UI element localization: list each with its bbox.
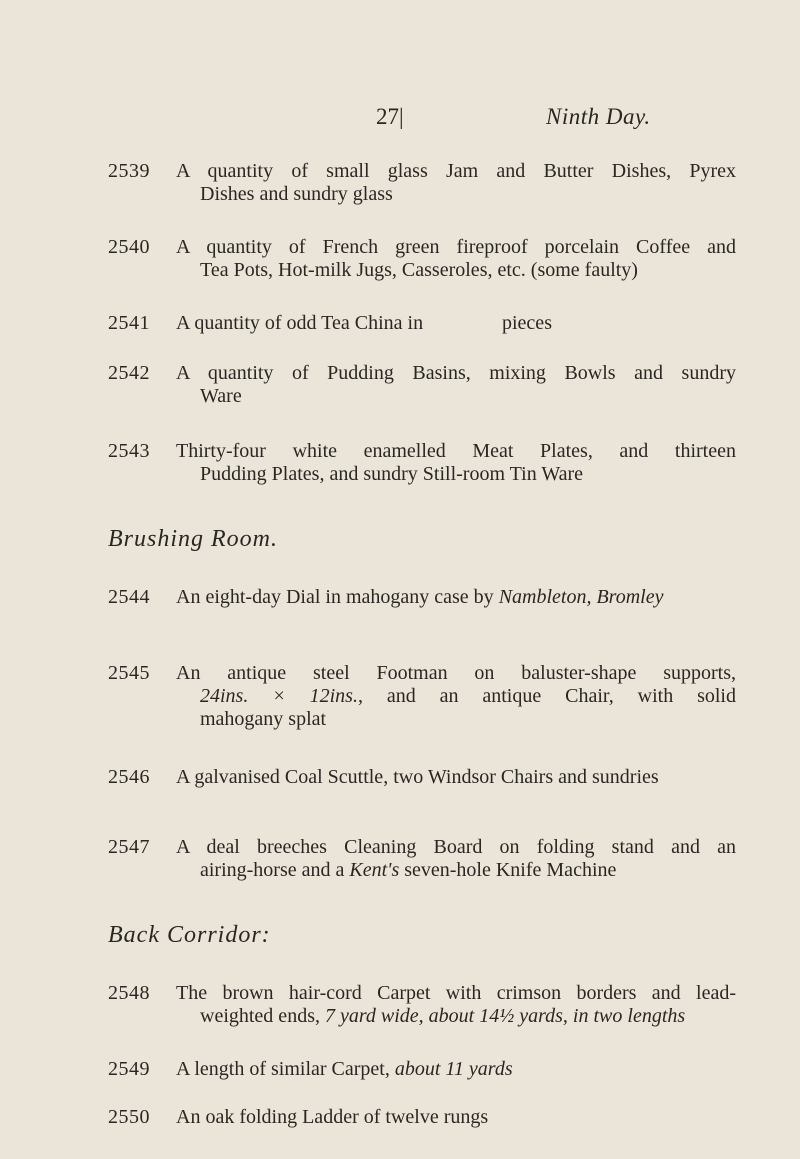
lot-number: 2549 <box>108 1058 150 1080</box>
lot-description-line: The brown hair-cord Carpet with crimson borders and lead- <box>176 982 736 1004</box>
lot-description-text: , and an antique Chair, with solid <box>357 685 736 707</box>
page-number: 27| <box>376 104 404 129</box>
day-title: Ninth Day. <box>546 104 651 129</box>
lot-description-text: seven-hole Knife Machine <box>399 859 617 881</box>
lot-description-text: An eight-day Dial in mahogany case by <box>176 586 499 608</box>
lot-description <box>176 236 736 282</box>
lot-description: A galvanised Coal Scuttle, two Windsor Chairs and sundries <box>176 766 659 788</box>
lot-number: 2544 <box>108 586 150 608</box>
lot-description-line: A quantity of Pudding Basins, mixing Bowls and sundry <box>176 362 736 384</box>
dimensions: 24ins. × 12ins. <box>200 685 358 707</box>
maker-name: Nambleton, Bromley <box>498 586 664 608</box>
lot-description: An oak folding Ladder of twelve rungs <box>176 1106 489 1128</box>
lot-number: 2543 <box>108 440 150 462</box>
lot-number: 2550 <box>108 1106 150 1128</box>
lot-description: A quantity of odd Tea China in <box>176 312 424 334</box>
lot-description <box>176 586 663 609</box>
lot-number: 2547 <box>108 836 150 858</box>
lot-number: 2541 <box>108 312 150 334</box>
lot-description <box>176 836 736 882</box>
lot-description-line <box>176 1005 736 1028</box>
lot-number: 2540 <box>108 236 150 258</box>
section-title-back-corridor: Back Corridor: <box>108 922 271 948</box>
lot-description-suffix: pieces <box>502 312 552 334</box>
dimensions: 7 yard wide, about 14½ yards, in two lengths <box>324 1005 686 1027</box>
lot-description <box>176 1058 513 1081</box>
lot-description-line: Dishes and sundry glass <box>200 183 393 205</box>
lot-description <box>176 662 736 731</box>
lot-description-line: Ware <box>200 385 242 407</box>
lot-description-line: Tea Pots, Hot-milk Jugs, Casseroles, etc. (some faulty) <box>200 259 638 281</box>
lot-number: 2546 <box>108 766 150 788</box>
lot-description <box>176 982 736 1028</box>
lot-description-line: An antique steel Footman on baluster-shape supports, <box>176 662 736 684</box>
lot-description <box>176 160 736 206</box>
lot-description-line: A quantity of small glass Jam and Butter Dishes, Pyrex <box>176 160 736 182</box>
page-header <box>0 104 800 134</box>
lot-description-line: Pudding Plates, and sundry Still-room Tin Ware <box>200 463 584 485</box>
lot-description-line: Thirty-four white enamelled Meat Plates, and thirteen <box>176 440 736 462</box>
lot-description-line <box>176 685 736 708</box>
lot-number: 2539 <box>108 160 150 182</box>
lot-description-text: airing-horse and a <box>200 859 350 881</box>
lot-description-text: A length of similar Carpet, <box>176 1058 395 1080</box>
lot-number: 2542 <box>108 362 150 384</box>
lot-description-line: mahogany splat <box>200 708 327 730</box>
lot-number: 2548 <box>108 982 150 1004</box>
lot-description-text: weighted ends, <box>200 1005 325 1027</box>
lot-description <box>176 362 736 408</box>
maker-name: Kent's <box>349 859 400 881</box>
lot-description-line: A quantity of French green fireproof porcelain Coffee and <box>176 236 736 258</box>
dimensions: about 11 yards <box>394 1058 513 1080</box>
lot-description-line: A deal breeches Cleaning Board on folding stand and an <box>176 836 736 858</box>
lot-number: 2545 <box>108 662 150 684</box>
section-title-brushing-room: Brushing Room. <box>108 526 278 552</box>
lot-description-line <box>176 859 736 882</box>
lot-description <box>176 440 736 486</box>
